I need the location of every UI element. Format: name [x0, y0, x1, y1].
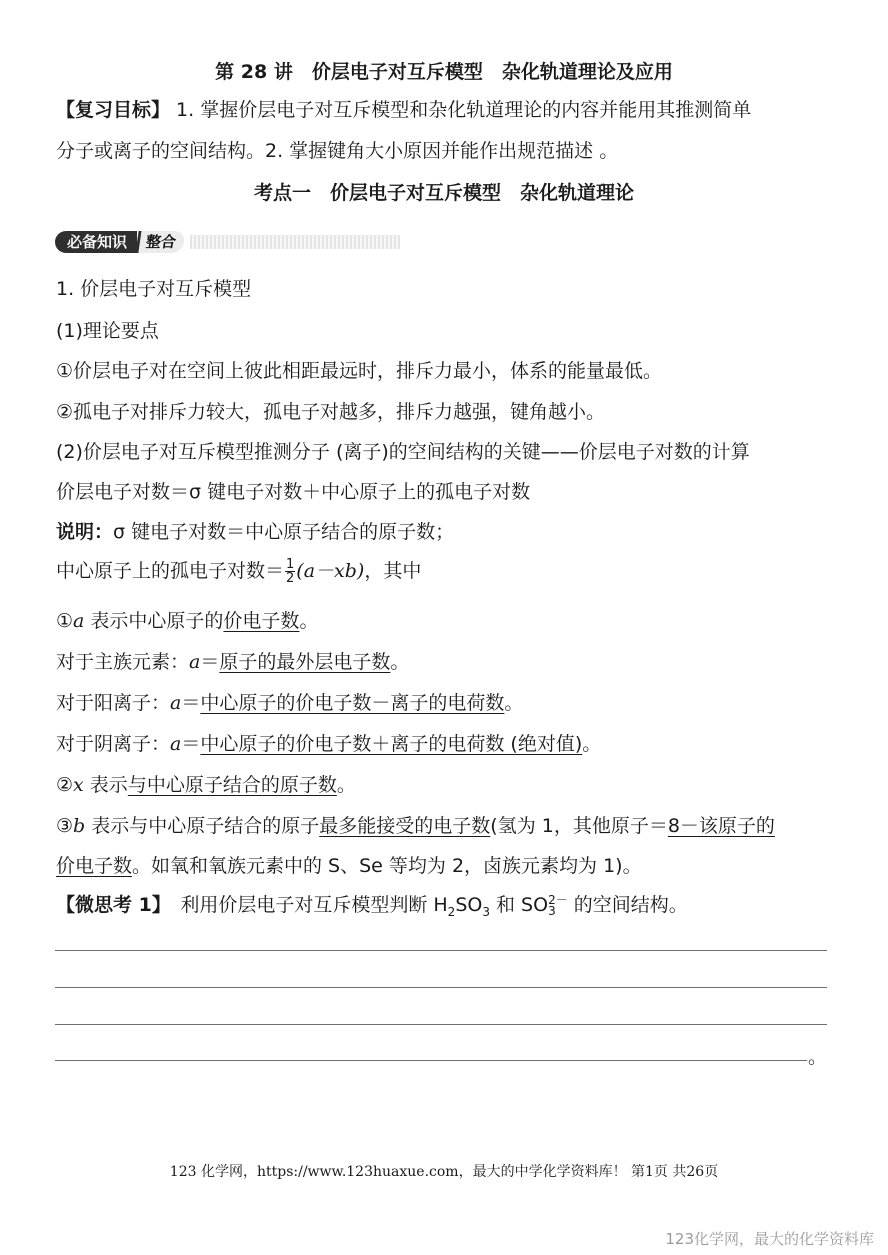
note-text: σ 键电子对数＝中心原子结合的原子数； — [113, 521, 455, 543]
subscript: 3 — [548, 903, 556, 918]
ion-charge — [548, 892, 568, 918]
equals: ＝ — [181, 733, 201, 755]
answer-line-3[interactable] — [55, 1024, 827, 1025]
review-goals-line-1 — [56, 95, 751, 122]
paragraph-point-1: ①价层电子对在空间上彼此相距最远时，排斥力最小，体系的能量最低。 — [56, 360, 663, 382]
rule-label: 对于阴离子： — [56, 733, 171, 755]
equals: ＝ — [200, 651, 220, 673]
note-label: 说明： — [56, 521, 114, 543]
formula-valence-pairs: 价层电子对数＝σ 键电子对数＋中心原子上的孤电子对数 — [56, 481, 531, 503]
paragraph-key: (2)价层电子对互斥模型推测分子 (离子)的空间结构的关键——价层电子对数的计算 — [56, 441, 750, 463]
answer-max-electrons: 最多能接受的电子数 — [319, 815, 491, 837]
watermark: 123化学网，最大的化学资料库 — [665, 1230, 874, 1248]
answer-bonded-atoms: 与中心原子结合的原子数 — [127, 774, 337, 796]
micro-think-suffix: 的空间结构。 — [567, 894, 688, 916]
answer-line-1[interactable] — [55, 950, 827, 951]
review-goals-text-1: 1. 掌握价层电子对互斥模型和杂化轨道理论的内容并能用其推测简单 — [170, 99, 752, 121]
definition-text: 表示中心原子的 — [84, 610, 224, 632]
lone-pair-expression: (a－xb) — [296, 560, 365, 582]
marker: ③ — [56, 815, 74, 837]
formula-part: 和 SO — [489, 894, 549, 916]
lone-pair-text: 中心原子上的孤电子对数＝ — [56, 560, 285, 582]
answer-valence-count: 价电子数 — [56, 855, 133, 877]
subheading-theory: (1)理论要点 — [56, 320, 159, 342]
equals: ＝ — [181, 692, 201, 714]
answer-valence-electrons: 价电子数 — [223, 610, 300, 632]
rule-label: 对于阳离子： — [56, 692, 171, 714]
definition-tail: 。如氧和氧族元素中的 S、Se 等均为 2，卤族元素均为 1)。 — [132, 855, 642, 877]
badge-right-label: 整合 — [135, 231, 185, 253]
answer-eight-minus: 8－该原子的 — [667, 815, 775, 837]
formula-part: SO — [455, 894, 483, 916]
variable-a: a — [170, 733, 182, 755]
badge-decoration — [190, 235, 400, 249]
anion-rule — [56, 729, 601, 756]
marker: ① — [56, 610, 74, 632]
answer-cation: 中心原子的价电子数－离子的电荷数 — [200, 692, 505, 714]
period: 。 — [390, 651, 410, 673]
section-title: 考点一 价层电子对互斥模型 杂化轨道理论 — [253, 182, 634, 204]
answer-period: 。 — [808, 1046, 828, 1068]
badge-left-label: 必备知识 — [55, 231, 137, 253]
period: 。 — [299, 610, 319, 632]
definition-text: 表示与中心原子结合的原子 — [85, 815, 320, 837]
answer-anion: 中心原子的价电子数＋离子的电荷数 (绝对值) — [200, 733, 583, 755]
rule-label: 对于主族元素： — [56, 651, 190, 673]
variable-x: x — [73, 774, 84, 796]
variable-a: a — [170, 692, 182, 714]
subscript: 3 — [482, 904, 490, 919]
page-footer: 123 化学网，https://www.123huaxue.com，最大的中学化学资料库！ 第1页 共26页 — [169, 1164, 719, 1180]
variable-a: a — [73, 610, 85, 632]
answer-line-4[interactable] — [55, 1060, 807, 1061]
page-title: 第 28 讲 价层电子对互斥模型 杂化轨道理论及应用 — [215, 61, 673, 83]
micro-think-1 — [56, 890, 688, 919]
lone-pair-formula — [56, 556, 421, 585]
definition-b-line-1 — [56, 811, 775, 838]
main-group-rule — [56, 647, 409, 674]
review-goals-line-2: 分子或离子的空间结构。2. 掌握键角大小原因并能作出规范描述 。 — [56, 140, 619, 162]
superscript: 2－ — [548, 892, 568, 907]
section-badge — [55, 231, 400, 253]
definition-text: 表示 — [83, 774, 128, 796]
cation-rule — [56, 688, 523, 715]
period: 。 — [336, 774, 356, 796]
variable-a: a — [189, 651, 201, 673]
micro-think-label: 【微思考 1】 — [56, 894, 162, 916]
definition-x — [56, 770, 356, 797]
review-goals-label: 【复习目标】 — [56, 99, 171, 121]
fraction-one-half — [285, 558, 295, 585]
heading-vsepr: 1. 价层电子对互斥模型 — [56, 278, 252, 300]
subscript: 2 — [447, 904, 456, 919]
definition-a — [56, 606, 318, 633]
lone-pair-suffix: ，其中 — [364, 560, 422, 582]
marker: ② — [56, 774, 74, 796]
paragraph-point-2: ②孤电子对排斥力较大，孤电子对越多，排斥力越强，键角越小。 — [56, 401, 606, 423]
answer-line-2[interactable] — [55, 987, 827, 988]
micro-think-text: 利用价层电子对互斥模型判断 H — [161, 894, 448, 916]
period: 。 — [504, 692, 524, 714]
definition-text-2: (氢为 1，其他原子＝ — [490, 815, 668, 837]
answer-outer-electrons: 原子的最外层电子数 — [219, 651, 391, 673]
definition-b-line-2 — [56, 851, 642, 878]
fraction-numerator: 1 — [286, 557, 295, 572]
fraction-denominator: 2 — [286, 571, 295, 586]
note-line — [56, 517, 454, 544]
variable-b: b — [73, 815, 86, 837]
period: 。 — [582, 733, 602, 755]
